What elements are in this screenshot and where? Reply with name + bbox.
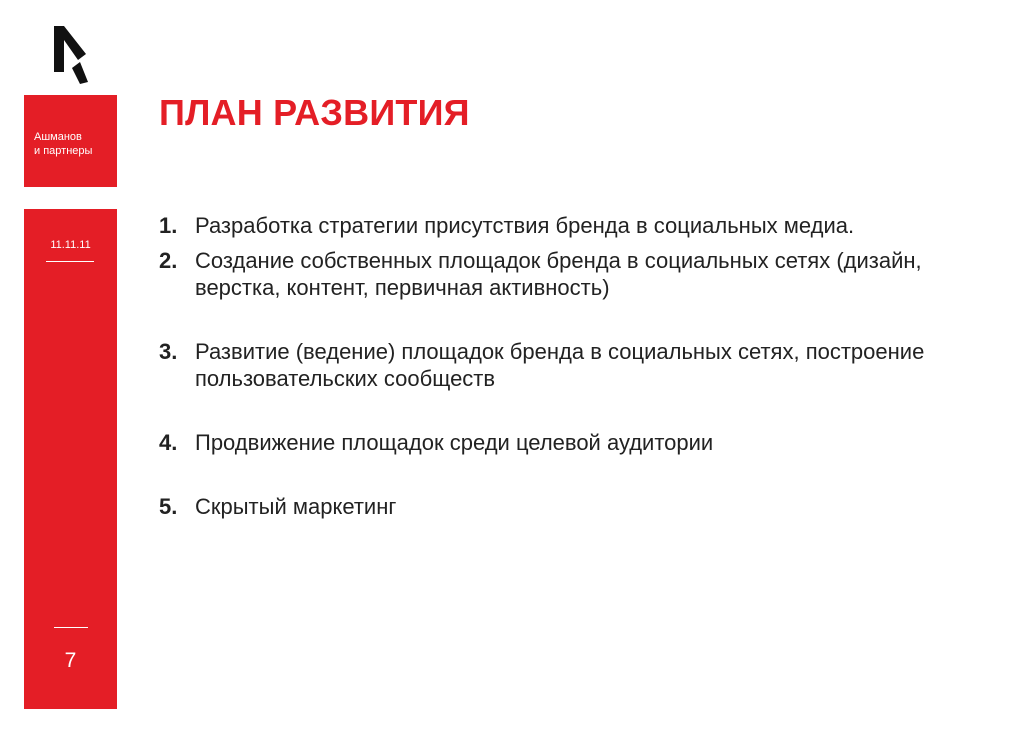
brand-name-line2: и партнеры bbox=[34, 145, 93, 157]
item-number: 4. bbox=[159, 430, 178, 455]
list-item bbox=[159, 338, 989, 392]
item-text: Разработка стратегии присутствия бренда в социальных медиа. bbox=[195, 213, 855, 238]
brand-name-line1: Ашманов bbox=[34, 131, 82, 143]
divider bbox=[54, 627, 88, 628]
item-text: Развитие (ведение) площадок бренда в социальных сетях, построение пользовательских сообществ bbox=[195, 339, 925, 391]
list-item bbox=[159, 247, 989, 301]
item-number: 2. bbox=[159, 248, 178, 273]
list-item bbox=[159, 212, 989, 239]
brand-block bbox=[24, 95, 117, 187]
sidebar-strip bbox=[24, 209, 117, 709]
item-number: 3. bbox=[159, 339, 178, 364]
item-number: 5. bbox=[159, 494, 178, 519]
slide-title: ПЛАН РАЗВИТИЯ bbox=[159, 92, 470, 133]
list-item bbox=[159, 493, 989, 520]
item-number: 1. bbox=[159, 213, 178, 238]
agency-logo-icon bbox=[50, 22, 92, 84]
page-number: 7 bbox=[64, 649, 77, 672]
item-text: Создание собственных площадок бренда в социальных сетях (дизайн, верстка, контент, первичная активность) bbox=[195, 248, 922, 300]
slide-date: 11.11.11 bbox=[50, 239, 91, 251]
plan-list bbox=[159, 212, 989, 520]
list-item bbox=[159, 429, 989, 456]
item-text: Скрытый маркетинг bbox=[195, 494, 397, 519]
divider bbox=[46, 261, 94, 262]
item-text: Продвижение площадок среди целевой аудитории bbox=[195, 430, 714, 455]
